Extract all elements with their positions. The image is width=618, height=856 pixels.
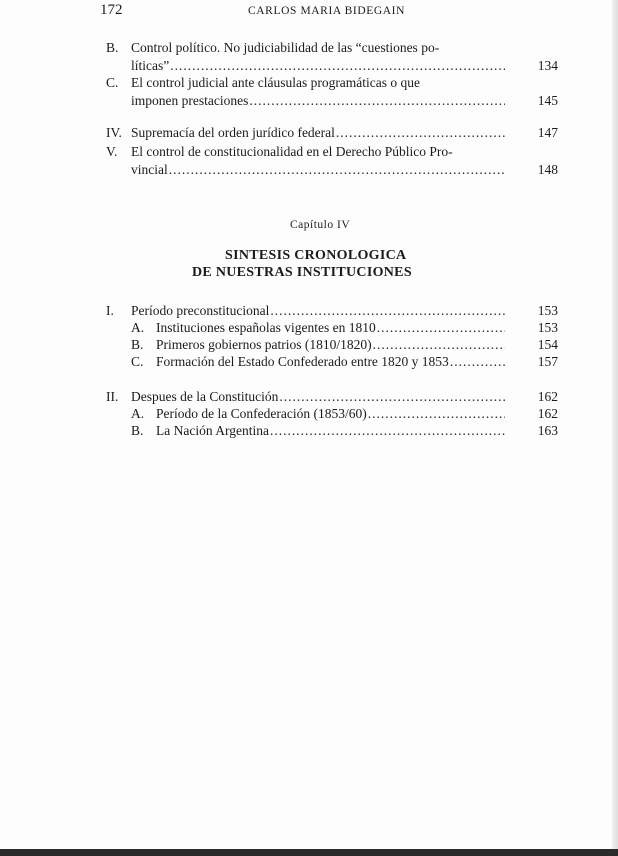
toc-entry [106, 39, 558, 57]
leader-dots [368, 405, 505, 423]
toc-entry-title: imponen prestaciones [131, 93, 249, 108]
leader-dots [279, 388, 505, 406]
toc-entry [131, 336, 558, 354]
toc-entry [106, 388, 558, 406]
toc-entry-number: A. [131, 320, 145, 335]
toc-entry-page: 162 [537, 406, 558, 421]
running-head: CARLOS MARIA BIDEGAIN [248, 5, 405, 17]
leader-dots [377, 319, 505, 337]
leader-dots [249, 92, 505, 110]
toc-entry-title: Período de la Confederación (1853/60) [156, 406, 367, 421]
toc-entry-number: IV. [106, 125, 122, 140]
toc-entry-continuation [131, 92, 558, 110]
leader-dots [336, 124, 505, 142]
toc-entry-page: 134 [537, 58, 558, 73]
toc-entry-title: vincial [131, 162, 168, 177]
toc-entry-number: A. [131, 406, 145, 421]
chapter-heading-line: SINTESIS CRONOLOGICA [225, 248, 407, 263]
toc-entry-number: C. [106, 75, 119, 90]
toc-entry-page: 157 [537, 354, 558, 369]
toc-entry-title: El control de constitucionalidad en el Derecho Público Pro- [131, 144, 453, 159]
toc-entry-page: 147 [537, 125, 558, 140]
toc-entry [106, 124, 558, 142]
toc-entry [106, 74, 558, 92]
toc-entry-number: II. [106, 389, 119, 404]
leader-dots [450, 353, 505, 371]
toc-entry-page: 148 [537, 162, 558, 177]
toc-entry-title: Formación del Estado Confederado entre 1820 y 1853 [156, 354, 449, 369]
toc-entry-title: Despues de la Constitución [131, 389, 279, 404]
toc-entry-title: Supremacía del orden jurídico federal [131, 125, 335, 140]
chapter-heading-line: DE NUESTRAS INSTITUCIONES [192, 265, 412, 280]
toc-entry-continuation [131, 161, 558, 179]
toc-entry [131, 319, 558, 337]
toc-entry-number: V. [106, 144, 118, 159]
toc-entry-number: I. [106, 303, 114, 318]
toc-entry-title: La Nación Argentina [156, 423, 269, 438]
leader-dots [170, 57, 505, 75]
chapter-label: Capítulo IV [290, 219, 351, 231]
toc-entry [106, 302, 558, 320]
toc-entry-title: Control político. No judiciabilidad de las “cuestiones po- [131, 40, 440, 55]
toc-entry-page: 153 [537, 303, 558, 318]
toc-entry [131, 405, 558, 423]
toc-entry-page: 145 [537, 93, 558, 108]
scan-bottom-edge [0, 849, 618, 856]
toc-entry-page: 163 [537, 423, 558, 438]
toc-entry-title: Primeros gobiernos patrios (1810/1820) [156, 337, 372, 352]
toc-entry [131, 353, 558, 371]
toc-entry-continuation [131, 57, 558, 75]
toc-entry-page: 154 [537, 337, 558, 352]
toc-entry-number: B. [106, 40, 119, 55]
toc-entry [131, 422, 558, 440]
toc-entry-number: B. [131, 337, 144, 352]
toc-entry-title: Instituciones españolas vigentes en 1810 [156, 320, 376, 335]
toc-entry-page: 162 [537, 389, 558, 404]
toc-entry-number: C. [131, 354, 144, 369]
toc-entry-title: Período preconstitucional [131, 303, 270, 318]
page-edge-shadow [612, 0, 618, 856]
toc-entry [106, 143, 558, 161]
leader-dots [169, 161, 505, 179]
toc-entry-page: 153 [537, 320, 558, 335]
leader-dots [373, 336, 505, 354]
leader-dots [270, 302, 505, 320]
toc-entry-title: El control judicial ante cláusulas programáticas o que [131, 75, 421, 90]
toc-entry-number: B. [131, 423, 144, 438]
page-number: 172 [100, 2, 123, 18]
leader-dots [270, 422, 505, 440]
toc-entry-title: líticas” [131, 58, 170, 73]
